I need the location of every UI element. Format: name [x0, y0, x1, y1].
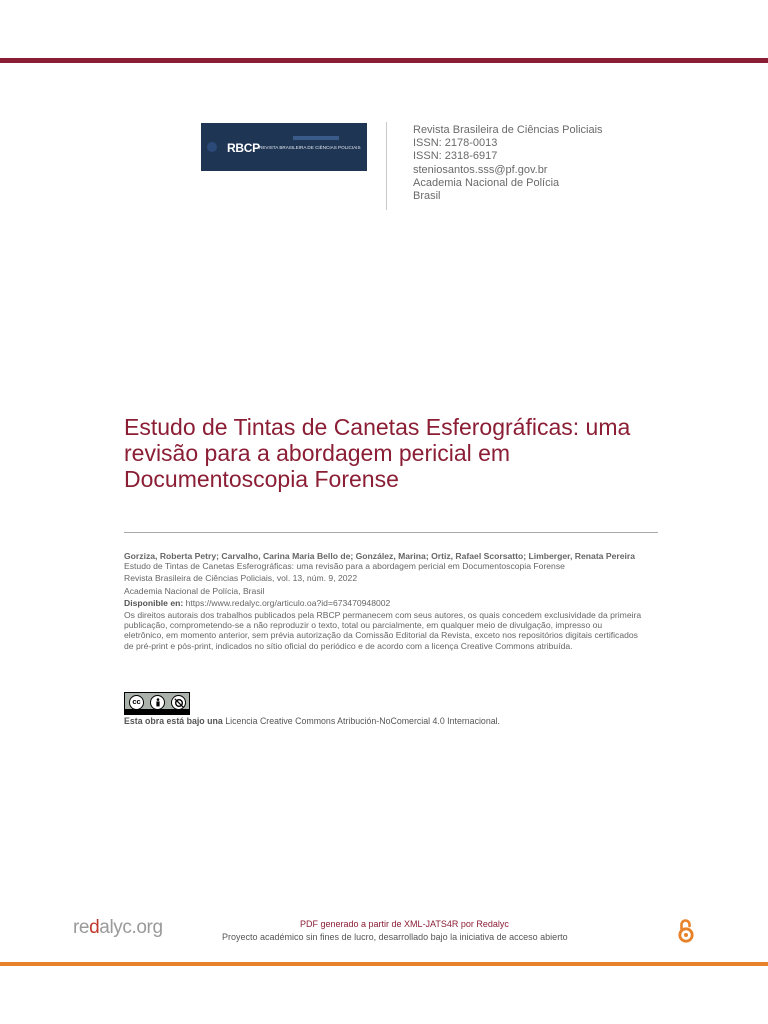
- cc-badge-footer: [125, 709, 189, 714]
- logo-stripe: [293, 136, 339, 140]
- journal-info: [413, 124, 603, 203]
- attribution-icon: [150, 695, 165, 710]
- article-url-link[interactable]: https://www.redalyc.org/articulo.oa?id=673470948002: [185, 597, 391, 608]
- bottom-accent-bar: [0, 962, 768, 966]
- header-divider: [386, 122, 387, 210]
- article-metadata: [124, 551, 644, 651]
- redalyc-logo-prefix: re: [73, 917, 90, 938]
- available-label: Disponible en:: [124, 597, 184, 608]
- top-accent-bar: [0, 58, 768, 63]
- footer-generated-note[interactable]: PDF generado a partir de XML-JATS4R por Redalyc: [300, 919, 509, 929]
- logo-subtitle: REVISTA BRASILEIRA DE CIÊNCIAS POLICIAIS: [259, 145, 361, 150]
- open-access-icon: [677, 918, 695, 944]
- authors: Gorziza, Roberta Petry; Carvalho, Carina Maria Bello de; González, Marina; Ortiz, Rafael Scorsatto; Limberger, Renata Pereira: [124, 551, 635, 561]
- article-title: Estudo de Tintas de Canetas Esferográficas: uma revisão para a abordagem pericial em Documentoscopia Forense: [124, 414, 631, 492]
- citation: Revista Brasileira de Ciências Policiais, vol. 13, núm. 9, 2022: [124, 573, 358, 584]
- logo-emblem-icon: [207, 142, 217, 152]
- noncommercial-icon: [171, 695, 186, 710]
- redalyc-logo[interactable]: [73, 917, 163, 939]
- journal-logo: [201, 123, 367, 171]
- publisher: Academia Nacional de Polícia, Brasil: [124, 585, 265, 596]
- issn-print: ISSN: 2178-0013: [413, 137, 498, 150]
- journal-name: Revista Brasileira de Ciências Policiais: [413, 124, 603, 136]
- license-statement: [124, 716, 500, 726]
- article-title-repeat: Estudo de Tintas de Canetas Esferográficas: uma revisão para a abordagem pericial em Documentoscopia Forense: [124, 561, 565, 572]
- license-link[interactable]: Licencia Creative Commons Atribución-NoComercial 4.0 Internacional.: [225, 716, 501, 726]
- availability: [124, 598, 644, 608]
- cc-icon: cc: [129, 695, 144, 710]
- footer-project-note: Proyecto académico sin fines de lucro, desarrollado bajo la iniciativa de acceso abierto: [222, 932, 568, 942]
- issn-online: ISSN: 2318-6917: [413, 150, 498, 163]
- rights-statement: Os direitos autorais dos trabalhos publicados pela RBCP permanecem com seus autores, os quais concedem exclusividade da primeira publicação, comprometendo-se a não reproduzir o texto, total ou parcialmente, em qualquer meio de divulgação, impresso ou eletrônico, em momento anterior, sem prévia autorização da Comissão Editorial da Revista, exceto nos repositórios digitais certificados de pré-print e pós-print, indicados no sítio oficial do periódico e de acordo com a licença Creative Commons atribuída.: [124, 610, 642, 651]
- redalyc-logo-accent: d: [89, 917, 100, 938]
- country: Brasil: [413, 190, 441, 203]
- license-prefix: Esta obra está bajo una: [124, 716, 223, 726]
- redalyc-logo-suffix: alyc.org: [99, 917, 163, 938]
- contact-email[interactable]: steniosantos.sss@pf.gov.br: [413, 163, 548, 176]
- creative-commons-badge[interactable]: [124, 692, 190, 715]
- publisher-name: Academia Nacional de Polícia: [413, 176, 560, 189]
- title-divider: [124, 532, 658, 533]
- logo-acronym: RBCP: [227, 141, 260, 155]
